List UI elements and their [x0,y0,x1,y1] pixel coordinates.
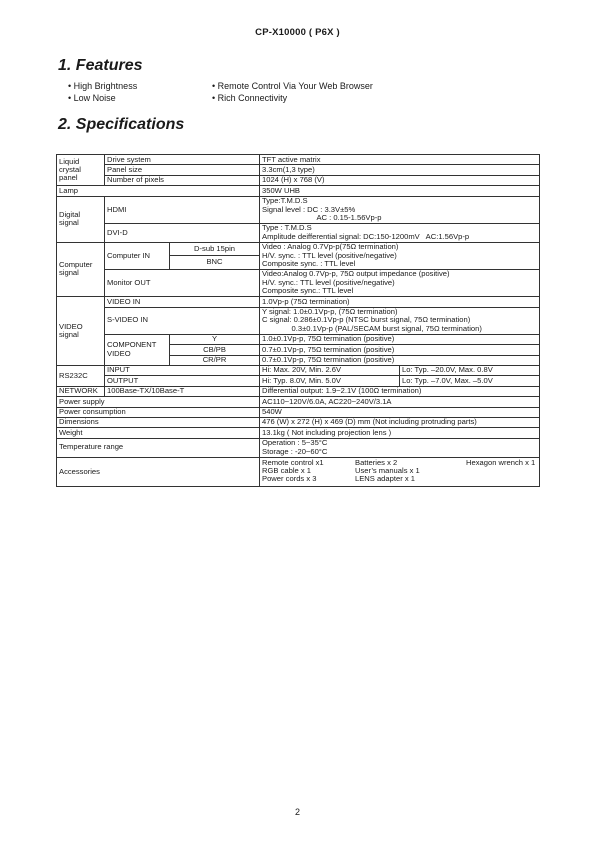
spec-label: DVI-D [105,223,260,242]
feature-item: • Remote Control Via Your Web Browser [212,80,373,92]
spec-label: VIDEO IN [105,297,260,307]
table-row [57,165,540,175]
table-row [57,297,540,307]
spec-sublabel: Y [170,334,260,344]
spec-label: Drive system [105,155,260,165]
table-row [57,365,540,375]
spec-value: Type : T.M.D.S Amplitude deifferential signal: DC:150-1200mV AC:1.56Vp-p [260,223,540,242]
spec-label: 100Base-TX/10Base-T [105,386,260,396]
spec-value: 1024 (H) x 768 (V) [260,175,540,185]
spec-label: HDMI [105,196,260,223]
feature-item: • High Brightness [68,80,137,92]
accessories-list [260,458,539,486]
spec-sublabel: CB/PB [170,345,260,355]
spec-value: 0.7±0.1Vp-p, 75Ω termination (positive) [260,355,540,365]
table-row [57,334,540,344]
spec-value: 476 (W) x 272 (H) x 469 (D) mm (Not including protruding parts) [260,417,540,427]
features-column-1 [68,80,137,104]
spec-value: Hi: Max. 20V, Min. 2.6V [260,365,400,375]
table-row [57,428,540,438]
spec-value: Video:Analog 0.7Vp-p, 75Ω output impedance (positive) H/V. sync.: TTL level (positive/negative) Composite sync.: TTL level [260,269,540,296]
accessories-column: Remote control x1 RGB cable x 1 Power cords x 3 [262,457,324,484]
spec-label: OUTPUT [105,376,260,386]
accessories-cell [260,457,540,486]
table-row [57,438,540,457]
spec-label: Weight [57,428,260,438]
digital-group-label: Digital signal [57,196,105,242]
spec-label: Computer IN [105,242,170,269]
accessories-column: Hexagon wrench x 1 [466,457,536,467]
spec-sublabel: CR/PR [170,355,260,365]
spec-value: Hi: Typ. 8.0V, Min. 5.0V [260,376,400,386]
spec-label: Number of pixels [105,175,260,185]
table-row [57,196,540,223]
table-row [57,175,540,185]
spec-label: S-VIDEO IN [105,307,260,334]
spec-value: Y signal: 1.0±0.1Vp-p, (75Ω termination) C signal: 0.286±0.1Vp-p (NTSC burst signal, 75Ω termination) 0.3±0.1Vp-p (PAL/SECAM burst signal, 75Ω termination) [260,307,540,334]
spec-sublabel: D-sub 15pin [170,242,260,256]
feature-item: • Rich Connectivity [212,92,373,104]
spec-label: INPUT [105,365,260,375]
table-row [57,269,540,296]
spec-value: Type:T.M.D.S Signal level : DC : 3.3V±5% AC : 0.15-1.56Vp-p [260,196,540,223]
table-row [57,386,540,396]
table-row [57,397,540,407]
spec-value: Operation : 5~35°C Storage : -20~60°C [260,438,540,457]
lcd-group-label: Liquid crystal panel [57,155,105,186]
specifications-heading: 2. Specifications [58,116,185,133]
table-row [57,186,540,196]
spec-value: 13.1kg ( Not including projection lens ) [260,428,540,438]
table-row [57,417,540,427]
spec-value: 3.3cm(1,3 type) [260,165,540,175]
spec-label: Dimensions [57,417,260,427]
spec-value: Lo: Typ. –7.0V, Max. –5.0V [400,376,540,386]
spec-value: Lo: Typ. –20.0V, Max. 0.8V [400,365,540,375]
spec-value: 540W [260,407,540,417]
table-row [57,457,540,486]
spec-label: Power supply [57,397,260,407]
spec-label: Panel size [105,165,260,175]
spec-label: COMPONENT VIDEO [105,334,170,365]
table-row [57,242,540,256]
table-row [57,307,540,334]
spec-value: AC110~120V/6.0A, AC220~240V/3.1A [260,397,540,407]
spec-value: 1.0Vp-p (75Ω termination) [260,297,540,307]
spec-value: 350W UHB [260,186,540,196]
page-header-title: CP-X10000 ( P6X ) [255,27,340,38]
page-number: 2 [294,807,300,817]
features-column-2 [212,80,373,104]
table-row [57,407,540,417]
network-group-label: NETWORK [57,386,105,396]
video-group-label: VIDEO signal [57,297,105,366]
spec-value: 1.0±0.1Vp-p, 75Ω termination (positive) [260,334,540,344]
spec-label: Monitor OUT [105,269,260,296]
computer-group-label: Computer signal [57,242,105,296]
table-row [57,223,540,242]
spec-label: Power consumption [57,407,260,417]
spec-value: 0.7±0.1Vp-p, 75Ω termination (positive) [260,345,540,355]
spec-label: Lamp [57,186,260,196]
specifications-table [56,154,540,487]
table-row [57,376,540,386]
spec-label: Accessories [57,457,260,486]
table-row [57,155,540,165]
spec-sublabel: BNC [170,256,260,270]
feature-item: • Low Noise [68,92,137,104]
rs232c-group-label: RS232C [57,365,105,386]
spec-label: Temperature range [57,438,260,457]
spec-value: TFT active matrix [260,155,540,165]
spec-value: Differential output: 1.9~2.1V (100Ω termination) [260,386,540,396]
accessories-column: Batteries x 2 User’s manuals x 1 LENS adapter x 1 [355,457,420,484]
spec-value: Video : Analog 0.7Vp-p(75Ω termination) H/V. sync. : TTL level (positive/negative) Composite sync. : TTL level [260,242,540,269]
features-heading: 1. Features [58,57,143,74]
